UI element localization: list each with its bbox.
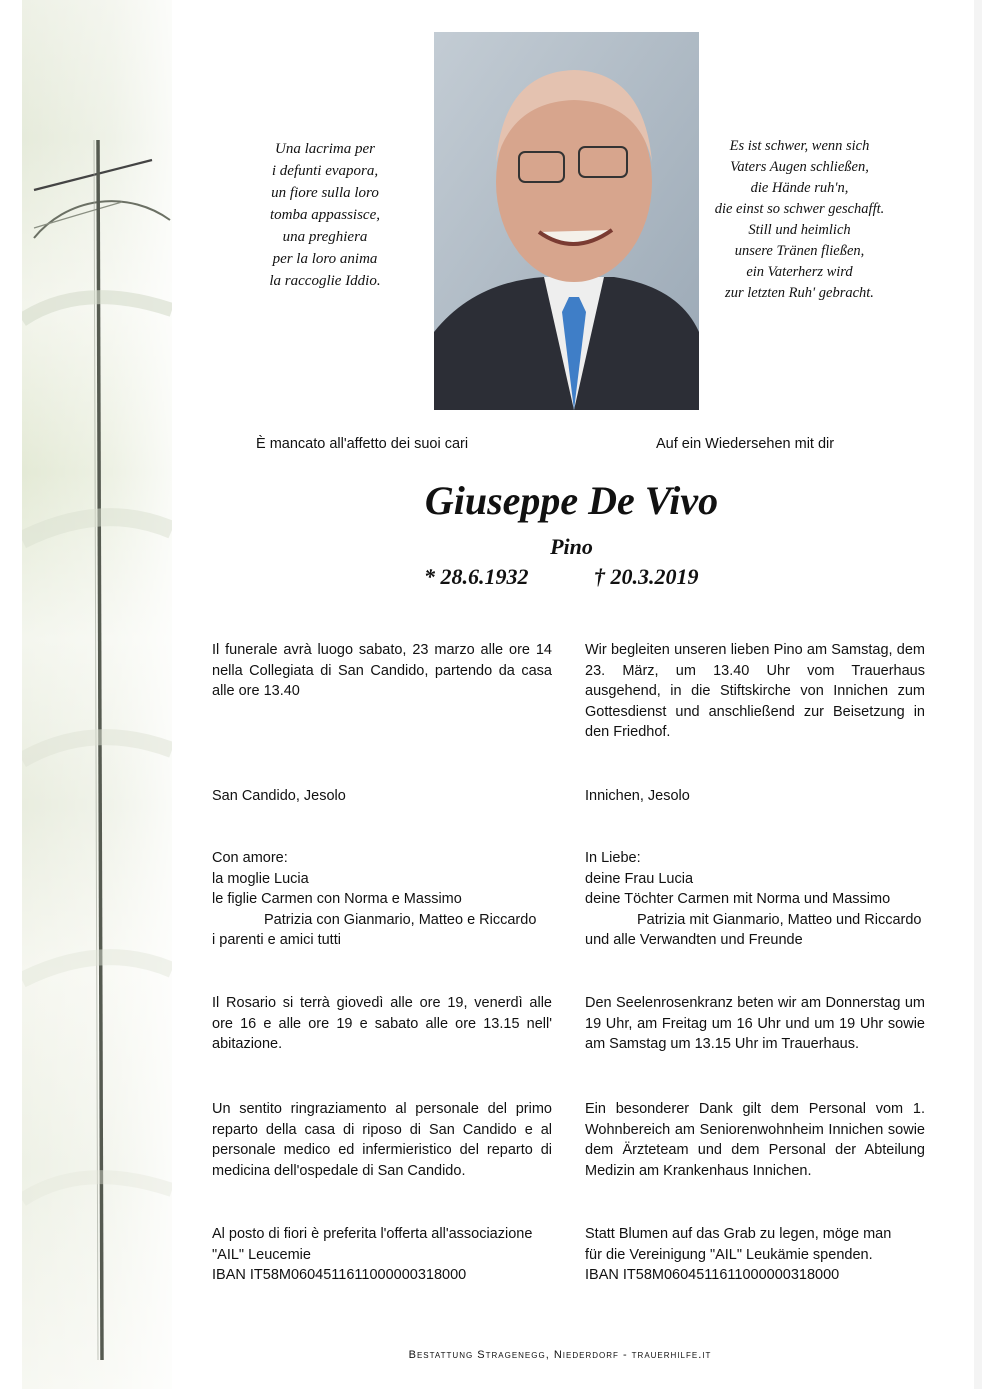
funeral-home-footer: Bestattung Stragenegg, Niederdorf - trauerhilfe.it <box>408 1349 712 1361</box>
poem-line: i defunti evapora, <box>271 163 379 179</box>
poem-line: Still und heimlich <box>748 222 851 238</box>
thanks-italian: Un sentito ringraziamento al personale del primo reparto della casa di riposo di San Candido e al personale medico ed infermieristico del reparto di medicina dell'ospedale di San Candido. <box>212 1101 552 1179</box>
poem-line: ein Vaterherz wird <box>746 264 853 280</box>
place-german: Innichen, Jesolo <box>585 788 690 804</box>
birth-date: * 28.6.1932 <box>424 564 529 589</box>
poem-line: tomba appassisce, <box>270 207 380 223</box>
funeral-german: Wir begleiten unseren lieben Pino am Samstag, dem 23. März, um 13.40 Uhr vom Trauerhaus ausgehend, in die Stiftskirche von Innichen zum Gottesdienst und anschließend zur Beisetzung in den Friedhof. <box>585 642 925 740</box>
deceased-nickname: Pino <box>550 534 593 559</box>
mourner-line: Patrizia mit Gianmario, Matteo und Riccardo <box>637 911 922 928</box>
mourner-line: la moglie Lucia <box>212 870 309 887</box>
intro-german: Auf ein Wiedersehen mit dir <box>656 436 835 452</box>
poem-german <box>712 136 887 304</box>
funeral-italian: Il funerale avrà luogo sabato, 23 marzo alle ore 14 nella Collegiata di San Candido, partendo da casa alle ore 13.40 <box>212 642 552 699</box>
mourner-line: le figlie Carmen con Norma e Massimo <box>212 891 462 907</box>
death-date: † 20.3.2019 <box>594 564 699 589</box>
mourner-line: Con amore: <box>212 850 288 866</box>
poem-line: Es ist schwer, wenn sich <box>729 138 870 154</box>
poem-line: una preghiera <box>282 229 368 245</box>
donation-line: Statt Blumen auf das Grab zu legen, möge man <box>585 1226 892 1242</box>
rosary-german: Den Seelenrosenkranz beten wir am Donnerstag um 19 Uhr, am Freitag um 16 Uhr und um 19 Uhr sowie am Samstag um 13.15 Uhr im Trauerhaus. <box>585 995 925 1052</box>
poem-line: la raccoglie Iddio. <box>269 273 381 289</box>
poem-line: unsere Tränen fließen, <box>734 243 865 259</box>
donation-line: "AIL" Leucemie <box>212 1246 311 1263</box>
poem-line: die Hände ruh'n, <box>750 180 849 196</box>
rosary-italian: Il Rosario si terrà giovedì alle ore 19, venerdì alle ore 16 e alle ore 19 e sabato alle ore 13.15 nell' abitazione. <box>212 995 552 1052</box>
mourner-line: deine Töchter Carmen mit Norma und Massimo <box>585 891 891 907</box>
donation-iban: IBAN IT58M0604511611000000318000 <box>585 1267 840 1283</box>
deceased-name: Giuseppe De Vivo <box>424 478 719 523</box>
mourner-line: deine Frau Lucia <box>585 870 694 887</box>
donation-italian <box>212 1224 552 1286</box>
thanks-german: Ein besonderer Dank gilt dem Personal vom 1. Wohnbereich am Seniorenwohnheim Innichen sowie dem Ärzteteam und dem Personal der Abteilung Medizin am Krankenhaus Innichen. <box>585 1101 925 1179</box>
poem-line: un fiore sulla loro <box>271 185 379 201</box>
donation-german <box>585 1224 925 1286</box>
poem-line: zur letzten Ruh' gebracht. <box>725 285 874 301</box>
place-italian: San Candido, Jesolo <box>212 788 346 804</box>
poem-line: die einst so schwer geschafft. <box>714 201 885 217</box>
cross-icon <box>22 120 172 1380</box>
poem-line: per la loro anima <box>272 251 378 267</box>
page-edge <box>974 0 982 1389</box>
mourner-line: i parenti e amici tutti <box>212 932 341 948</box>
donation-iban: IBAN IT58M0604511611000000318000 <box>212 1267 467 1283</box>
donation-line: für die Vereinigung "AIL" Leukämie spenden. <box>585 1246 873 1263</box>
poem-italian <box>245 138 405 292</box>
mourner-line: und alle Verwandten und Freunde <box>585 932 803 948</box>
mourner-line: Patrizia con Gianmario, Matteo e Riccardo <box>264 911 537 928</box>
portrait-photo <box>434 32 699 410</box>
poem-line: Vaters Augen schließen, <box>730 159 869 175</box>
mourner-line: In Liebe: <box>585 850 641 866</box>
mourners-german <box>585 848 925 951</box>
intro-italian: È mancato all'affetto dei suoi cari <box>256 436 469 452</box>
donation-line: Al posto di fiori è preferita l'offerta all'associazione <box>212 1226 533 1242</box>
poem-line: Una lacrima per <box>275 141 375 157</box>
mourners-italian <box>212 848 552 951</box>
